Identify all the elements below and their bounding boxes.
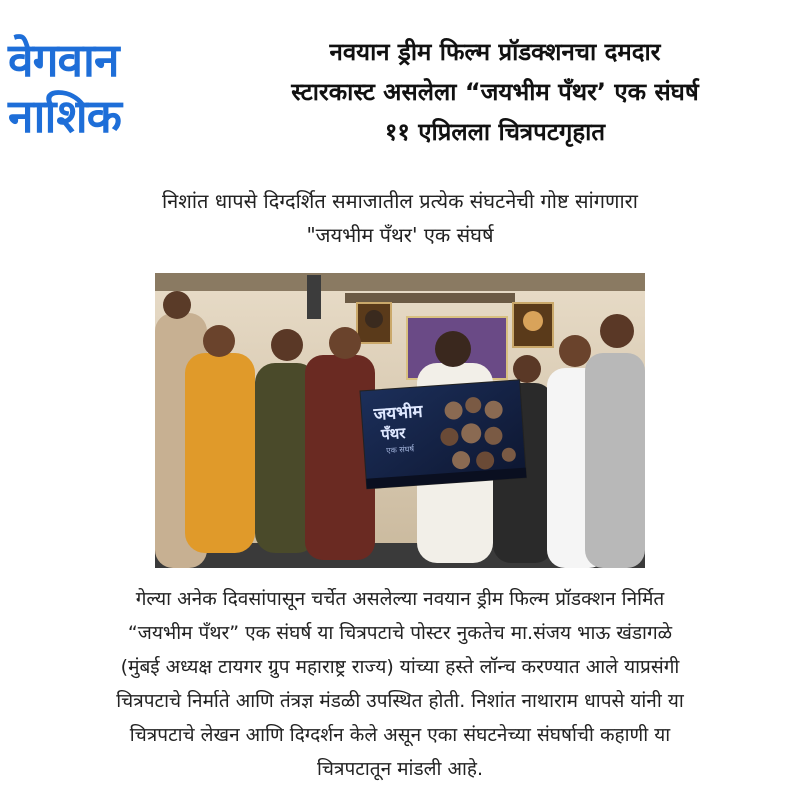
body-line-4: चित्रपटाचे निर्माते आणि तंत्रज्ञ मंडळी उपस्थित होती. निशांत नाथाराम धापसे यांनी या bbox=[116, 690, 684, 712]
headline-line-2: स्टारकास्ट असलेला “जयभीम पँथर’ एक संघर्ष bbox=[291, 78, 699, 106]
site-logo[interactable] bbox=[8, 32, 198, 152]
poster-title-line-2: पँथर bbox=[380, 423, 406, 444]
subheadline-line-1: निशांत धापसे दिग्दर्शित समाजातील प्रत्येक संघटनेची गोष्ट सांगणारा bbox=[162, 189, 638, 213]
article-body bbox=[14, 582, 786, 786]
event-photo bbox=[155, 273, 645, 568]
body-line-1: गेल्या अनेक दिवसांपासून चर्चेत असलेल्या नवयान ड्रीम फिल्म प्रॉडक्शन निर्मित bbox=[135, 588, 665, 610]
body-line-2: “जयभीम पँथर” एक संघर्ष या चित्रपटाचे पोस्टर नुकतेच मा.संजय भाऊ खंडागळे bbox=[127, 622, 673, 644]
logo-line-2: नाशिक bbox=[8, 89, 121, 143]
film-poster bbox=[360, 380, 526, 489]
poster-title-line-1: जयभीम bbox=[373, 401, 424, 426]
body-line-5: चित्रपटाचे लेखन आणि दिग्दर्शन केले असून एका संघटनेच्या संघर्षाची कहाणी या bbox=[129, 724, 671, 746]
headline-line-1: नवयान ड्रीम फिल्म प्रॉडक्शनचा दमदार bbox=[329, 38, 661, 66]
article-headline bbox=[200, 32, 790, 152]
ceiling-strip bbox=[155, 273, 645, 291]
wall-photo-small bbox=[307, 275, 321, 319]
logo-line-1: वेगवान bbox=[8, 33, 119, 87]
headline-line-3: ११ एप्रिलला चित्रपटगृहात bbox=[384, 118, 606, 146]
poster-subtitle: एक संघर्ष bbox=[385, 444, 415, 456]
article-subheadline bbox=[30, 184, 770, 252]
ceiling-fixture bbox=[345, 293, 515, 303]
event-photo-illustration bbox=[155, 273, 645, 568]
subheadline-line-2: "जयभीम पँथर' एक संघर्ष bbox=[306, 223, 494, 247]
body-line-6: चित्रपटातून मांडली आहे. bbox=[316, 758, 483, 780]
body-line-3: (मुंबई अध्यक्ष टायगर ग्रुप महाराष्ट्र राज्य) यांच्या हस्ते लॉन्च करण्यात आले याप्रसंगी bbox=[120, 656, 680, 678]
